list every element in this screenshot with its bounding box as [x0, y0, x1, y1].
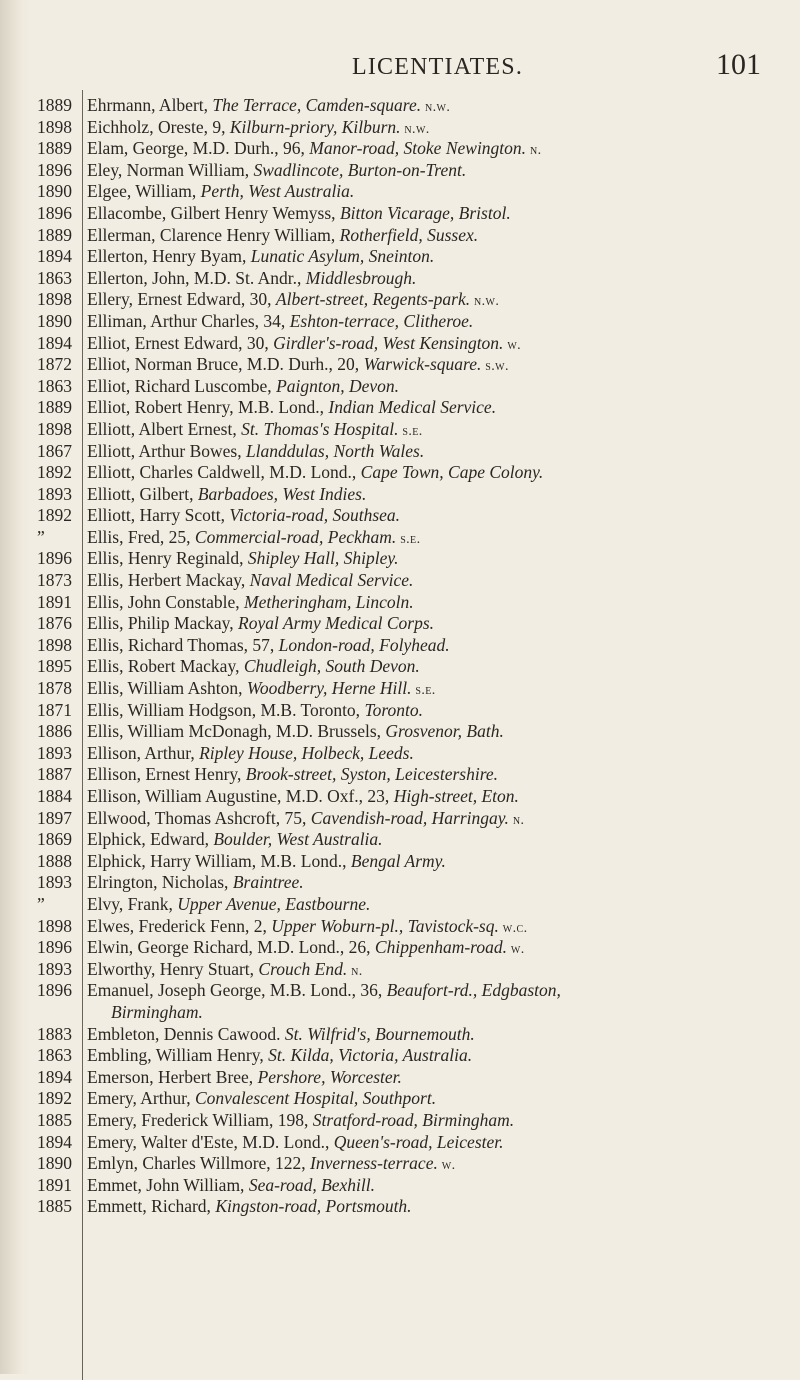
entry-address: Manor-road, Stoke Newington. — [309, 138, 527, 159]
entry-address: High-street, Eton. — [393, 786, 519, 806]
entry-text — [87, 851, 799, 873]
entry-address: Ripley House, Holbeck, Leeds. — [199, 742, 414, 763]
entry-text — [87, 959, 799, 983]
entry-name: Ellis, Fred, 25, — [87, 526, 195, 547]
entry-name: Ellis, William Hodgson, M.B. Toronto, — [87, 699, 365, 720]
entry-text — [87, 376, 799, 398]
list-item — [0, 289, 800, 311]
entry-address: Crouch End. — [258, 958, 348, 979]
entry-name: Ellis, Richard Thomas, 57, — [87, 634, 279, 655]
entry-address: Kingston-road, Portsmouth. — [215, 1196, 412, 1217]
list-item — [0, 548, 800, 570]
list-item — [0, 1088, 800, 1110]
entry-name: Elliott, Albert Ernest, — [87, 418, 242, 439]
entry-postal-district: n.w. — [400, 121, 430, 137]
entry-address: Braintree. — [232, 872, 304, 893]
entry-name: Emlyn, Charles Willmore, 122, — [87, 1153, 311, 1174]
entry-address: Rotherfield, Sussex. — [339, 224, 479, 245]
entry-text — [87, 484, 799, 506]
entry-address: Inverness-terrace. — [310, 1153, 438, 1174]
entry-name: Embleton, Dennis Cawood. — [87, 1023, 285, 1044]
entry-year: 1894 — [37, 332, 72, 353]
entry-text — [87, 1196, 799, 1218]
list-item — [0, 894, 800, 916]
entry-text — [87, 462, 799, 484]
entry-text — [87, 1045, 799, 1067]
entry-year: 1867 — [37, 440, 72, 461]
entry-text — [87, 289, 799, 313]
entry-name: Ellis, William Ashton, — [87, 678, 247, 699]
entry-text — [87, 419, 799, 443]
entry-text — [87, 505, 799, 527]
entry-address: London-road, Folyhead. — [278, 634, 450, 655]
entry-name: Emery, Walter d'Este, M.D. Lond., — [87, 1131, 334, 1152]
entry-year: 1898 — [37, 289, 72, 310]
entry-text — [87, 1067, 799, 1089]
entry-name: Ellerton, John, M.D. St. Andr., — [87, 267, 306, 288]
entry-address: Swadlincote, Burton-on-Trent. — [253, 159, 467, 180]
entry-year: 1893 — [37, 872, 72, 893]
entry-year: 1885 — [37, 1196, 72, 1217]
entry-address: Commercial-road, Peckham. — [194, 526, 397, 547]
entry-address: Birmingham. — [111, 1001, 203, 1022]
entry-text — [87, 1175, 799, 1197]
entry-year: 1897 — [37, 807, 72, 828]
entry-year: 1894 — [37, 246, 72, 267]
entry-year: 1895 — [37, 656, 72, 677]
entry-address: Paignton, Devon. — [276, 375, 400, 396]
entry-name: Elphick, Harry William, M.B. Lond., — [87, 850, 351, 871]
list-item — [0, 1196, 800, 1218]
entry-text — [87, 764, 799, 786]
entry-address: Llanddulas, North Wales. — [245, 440, 425, 461]
list-item — [0, 117, 800, 139]
entry-postal-district: n. — [508, 812, 525, 828]
licentiate-list — [0, 95, 800, 1218]
entry-name: Ellison, Ernest Henry, — [87, 764, 246, 785]
entry-text — [87, 894, 799, 916]
entry-text — [87, 980, 799, 1002]
entry-address: Upper Avenue, Eastbourne. — [177, 893, 371, 914]
entry-year: 1896 — [37, 937, 72, 958]
entry-address: Perth, West Australia. — [200, 181, 355, 202]
entry-year: 1891 — [37, 1174, 72, 1195]
list-item — [0, 656, 800, 678]
entry-name: Elgee, William, — [87, 181, 201, 202]
entry-text — [87, 916, 799, 940]
entry-year: ” — [37, 893, 45, 914]
entry-text — [87, 1088, 799, 1110]
entry-name: Elliot, Norman Bruce, M.D. Durh., 20, — [87, 354, 364, 375]
entry-name: Emmett, Richard, — [87, 1196, 216, 1217]
entry-text — [87, 635, 799, 657]
entry-year: 1898 — [37, 634, 72, 655]
entry-address: Woodberry, Herne Hill. — [246, 678, 412, 699]
entry-address: Shipley Hall, Shipley. — [247, 548, 399, 569]
entry-name: Ellis, Robert Mackay, — [87, 656, 244, 677]
entry-year: 1892 — [37, 462, 72, 483]
entry-year: 1863 — [37, 375, 72, 396]
entry-name: Ellerman, Clarence Henry William, — [87, 224, 340, 245]
entry-year: 1893 — [37, 958, 72, 979]
entry-text — [87, 160, 799, 182]
entry-name: Elwin, George Richard, M.D. Lond., 26, — [87, 937, 375, 958]
entry-name: Ellis, William McDonagh, M.D. Brussels, — [87, 721, 386, 742]
entry-name: Elwes, Frederick Fenn, 2, — [87, 915, 272, 936]
list-item — [0, 138, 800, 160]
entry-address: Middlesbrough. — [305, 267, 417, 288]
entry-address: Bengal Army. — [350, 850, 446, 871]
list-item — [0, 376, 800, 398]
list-item — [0, 397, 800, 419]
entry-name: Ellwood, Thomas Ashcroft, 75, — [87, 807, 311, 828]
list-item — [0, 527, 800, 549]
entry-year: 1889 — [37, 138, 72, 159]
entry-year: 1876 — [37, 613, 72, 634]
list-item — [0, 354, 800, 376]
entry-name: Elliot, Ernest Edward, 30, — [87, 332, 274, 353]
entry-text — [87, 548, 799, 570]
list-item — [0, 743, 800, 765]
running-head — [0, 48, 800, 82]
entry-text — [87, 700, 799, 722]
entry-name: Elliott, Harry Scott, — [87, 505, 230, 526]
list-item — [0, 311, 800, 333]
entry-address: St. Kilda, Victoria, Australia. — [268, 1045, 473, 1066]
list-item — [0, 1132, 800, 1154]
entry-year: 1871 — [37, 699, 72, 720]
list-item — [0, 700, 800, 722]
entry-address: Cavendish-road, Harringay. — [310, 807, 509, 828]
entry-address: Metheringham, Lincoln. — [244, 591, 414, 612]
entry-text — [87, 786, 799, 808]
entry-year: 1889 — [37, 95, 72, 115]
entry-text — [87, 117, 799, 141]
entry-postal-district: n. — [347, 963, 363, 979]
list-item — [0, 333, 800, 355]
entry-year: 1891 — [37, 591, 72, 612]
entry-name: Elliott, Gilbert, — [87, 483, 198, 504]
entry-address: Chippenham-road. — [374, 937, 507, 958]
entry-address: St. Thomas's Hospital. — [241, 418, 399, 439]
entry-name: Elliott, Arthur Bowes, — [87, 440, 246, 461]
entry-address: Upper Woburn-pl., Tavistock-sq. — [271, 915, 499, 936]
entry-name: Eley, Norman William, — [87, 159, 254, 180]
list-item — [0, 1110, 800, 1132]
list-item — [0, 937, 800, 959]
list-item — [0, 1067, 800, 1089]
list-item — [0, 1024, 800, 1046]
entry-name: Ellis, Henry Reginald, — [87, 548, 248, 569]
entry-text — [87, 808, 799, 832]
list-item — [0, 980, 800, 1002]
entry-year: 1888 — [37, 850, 72, 871]
entry-name: Elliot, Richard Luscombe, — [87, 375, 277, 396]
entry-year: 1896 — [37, 980, 72, 1001]
list-item — [0, 678, 800, 700]
entry-text — [87, 225, 799, 247]
entry-year: 1885 — [37, 1109, 72, 1130]
entry-text — [87, 656, 799, 678]
entry-year: 1898 — [37, 418, 72, 439]
entry-text — [87, 311, 799, 333]
entry-address: Eshton-terrace, Clitheroe. — [289, 310, 474, 331]
list-item — [0, 203, 800, 225]
entry-text — [87, 181, 799, 203]
entry-year: 1887 — [37, 764, 72, 785]
entry-year: 1889 — [37, 224, 72, 245]
list-item — [0, 95, 800, 117]
entry-address: St. Wilfrid's, Bournemouth. — [284, 1023, 475, 1044]
entry-year: 1896 — [37, 548, 72, 569]
entry-year: 1894 — [37, 1066, 72, 1087]
entry-name: Ellis, John Constable, — [87, 591, 245, 612]
entry-name: Emery, Frederick William, 198, — [87, 1109, 313, 1130]
list-item — [0, 592, 800, 614]
entry-name: Ellacombe, Gilbert Henry Wemyss, — [87, 202, 340, 223]
entry-address: Toronto. — [364, 699, 423, 720]
entry-postal-district: w. — [506, 942, 525, 958]
list-item — [0, 268, 800, 290]
page-number: 101 — [716, 48, 761, 81]
entry-name: Elliman, Arthur Charles, 34, — [87, 310, 290, 331]
entry-address: Cape Town, Cape Colony. — [360, 462, 544, 483]
entry-name: Elrington, Nicholas, — [87, 872, 233, 893]
entry-address: Chudleigh, South Devon. — [243, 656, 420, 677]
list-item — [0, 851, 800, 873]
entry-address: Girdler's-road, West Kensington. — [273, 332, 504, 353]
list-item — [0, 484, 800, 506]
entry-address: Sea-road, Bexhill. — [248, 1174, 376, 1195]
list-item — [0, 505, 800, 527]
entry-address: Victoria-road, Southsea. — [229, 505, 401, 526]
entry-name: Ellison, Arthur, — [87, 742, 200, 763]
entry-name: Ellery, Ernest Edward, 30, — [87, 289, 276, 310]
entry-year: 1873 — [37, 570, 72, 591]
entry-text — [87, 333, 799, 357]
entry-postal-district: w. — [437, 1158, 456, 1174]
entry-postal-district: s.e. — [396, 531, 421, 547]
list-item — [0, 916, 800, 938]
entry-year: 1886 — [37, 721, 72, 742]
entry-address: Warwick-square. — [363, 354, 482, 375]
list-item — [0, 419, 800, 441]
entry-name: Emmet, John William, — [87, 1174, 249, 1195]
list-item — [0, 764, 800, 786]
entry-year: 1898 — [37, 116, 72, 137]
list-item — [0, 721, 800, 743]
entry-address: Bitton Vicarage, Bristol. — [339, 202, 511, 223]
list-item — [0, 1153, 800, 1175]
entry-address: Lunatic Asylum, Sneinton. — [250, 246, 435, 267]
entry-postal-district: n. — [526, 143, 542, 159]
entry-year: 1892 — [37, 1088, 72, 1109]
list-item — [0, 1045, 800, 1067]
entry-year: 1883 — [37, 1023, 72, 1044]
entry-name: Elliott, Charles Caldwell, M.D. Lond., — [87, 462, 361, 483]
entry-year: 1894 — [37, 1131, 72, 1152]
entry-text — [87, 1024, 799, 1046]
entry-postal-district: s.e. — [411, 683, 436, 699]
entry-text — [87, 354, 799, 378]
entry-year: 1890 — [37, 310, 72, 331]
entry-text — [87, 138, 799, 162]
entry-name: Ellis, Philip Mackay, — [87, 613, 239, 634]
entry-name: Emerson, Herbert Bree, — [87, 1066, 258, 1087]
entry-year: 1878 — [37, 678, 72, 699]
entry-address: Boulder, West Australia. — [213, 829, 383, 850]
entry-address: Beaufort-rd., Edgbaston, — [386, 980, 561, 1001]
entry-text — [87, 1002, 800, 1024]
entry-postal-district: n.w. — [421, 100, 451, 115]
entry-address: Kilburn-priory, Kilburn. — [229, 116, 401, 137]
list-item — [0, 1175, 800, 1197]
entry-address: The Terrace, Camden-square. — [212, 95, 422, 115]
entry-name: Emery, Arthur, — [87, 1088, 195, 1109]
list-item — [0, 225, 800, 247]
entry-year: 1893 — [37, 483, 72, 504]
entry-text — [87, 721, 799, 743]
entry-address: Queen's-road, Leicester. — [333, 1131, 504, 1152]
entry-text — [87, 203, 799, 225]
entry-postal-district: w.c. — [498, 920, 528, 936]
entry-address: Indian Medical Service. — [328, 397, 497, 418]
entry-name: Elam, George, M.D. Durh., 96, — [87, 138, 310, 159]
entry-name: Embling, William Henry, — [87, 1045, 269, 1066]
entry-text — [87, 246, 799, 268]
entry-address: Albert-street, Regents-park. — [275, 289, 471, 310]
entry-year: 1884 — [37, 786, 72, 806]
list-item — [0, 872, 800, 894]
entry-address: Grosvenor, Bath. — [385, 721, 504, 742]
entry-postal-district: s.e. — [398, 423, 423, 439]
entry-name: Ehrmann, Albert, — [87, 95, 213, 115]
entry-year: 1893 — [37, 742, 72, 763]
entry-text — [87, 268, 799, 290]
list-item — [0, 160, 800, 182]
entry-name: Emanuel, Joseph George, M.B. Lond., 36, — [87, 980, 387, 1001]
list-item — [0, 808, 800, 830]
list-item — [0, 959, 800, 981]
entry-text — [87, 937, 799, 961]
entry-text — [87, 570, 799, 592]
entry-text — [87, 678, 799, 702]
entry-text — [87, 95, 799, 119]
entry-text — [87, 1132, 799, 1154]
entry-postal-district: w. — [503, 337, 522, 353]
entry-year: 1889 — [37, 397, 72, 418]
entry-year: ” — [37, 526, 45, 547]
entry-address: Brook-street, Syston, Leicestershire. — [245, 764, 499, 785]
entry-address: Royal Army Medical Corps. — [238, 613, 435, 634]
entry-name: Elworthy, Henry Stuart, — [87, 958, 259, 979]
entry-name: Ellison, William Augustine, M.D. Oxf., 23, — [87, 786, 394, 806]
list-item — [0, 570, 800, 592]
entry-name: Ellerton, Henry Byam, — [87, 246, 251, 267]
entry-year: 1863 — [37, 267, 72, 288]
entry-name: Elphick, Edward, — [87, 829, 214, 850]
entry-postal-district: n.w. — [470, 294, 500, 310]
list-item — [0, 829, 800, 851]
entry-year: 1872 — [37, 354, 72, 375]
entry-name: Elliot, Robert Henry, M.B. Lond., — [87, 397, 329, 418]
entry-year: 1869 — [37, 829, 72, 850]
entry-name: Ellis, Herbert Mackay, — [87, 570, 250, 591]
entry-address: Convalescent Hospital, Southport. — [195, 1088, 437, 1109]
entry-name: Eichholz, Oreste, 9, — [87, 116, 230, 137]
list-item — [0, 181, 800, 203]
entry-text — [87, 1110, 799, 1132]
entry-text — [87, 527, 799, 551]
list-item — [0, 786, 800, 808]
page-title: LICENTIATES. — [352, 54, 524, 80]
entry-name: Elvy, Frank, — [87, 893, 178, 914]
entry-year: 1890 — [37, 1153, 72, 1174]
entry-text — [87, 872, 799, 894]
list-item — [0, 246, 800, 268]
entry-address: Barbadoes, West Indies. — [197, 483, 367, 504]
entry-address: Pershore, Worcester. — [257, 1066, 402, 1087]
entry-year: 1898 — [37, 915, 72, 936]
entry-text — [87, 829, 799, 851]
entry-text — [87, 441, 799, 463]
entry-text — [87, 613, 799, 635]
entry-text — [87, 1153, 799, 1177]
entry-text — [87, 592, 799, 614]
list-item — [0, 613, 800, 635]
entry-postal-district: s.w. — [481, 359, 509, 375]
list-item — [0, 441, 800, 463]
entry-year: 1890 — [37, 181, 72, 202]
entry-year: 1896 — [37, 159, 72, 180]
entry-year: 1863 — [37, 1045, 72, 1066]
entry-text — [87, 397, 799, 419]
list-item — [0, 1002, 800, 1024]
entry-address: Stratford-road, Birmingham. — [312, 1109, 515, 1130]
entry-text — [87, 743, 799, 765]
list-item — [0, 462, 800, 484]
list-item — [0, 635, 800, 657]
entry-year: 1892 — [37, 505, 72, 526]
entry-address: Naval Medical Service. — [249, 570, 414, 591]
entry-year: 1896 — [37, 202, 72, 223]
